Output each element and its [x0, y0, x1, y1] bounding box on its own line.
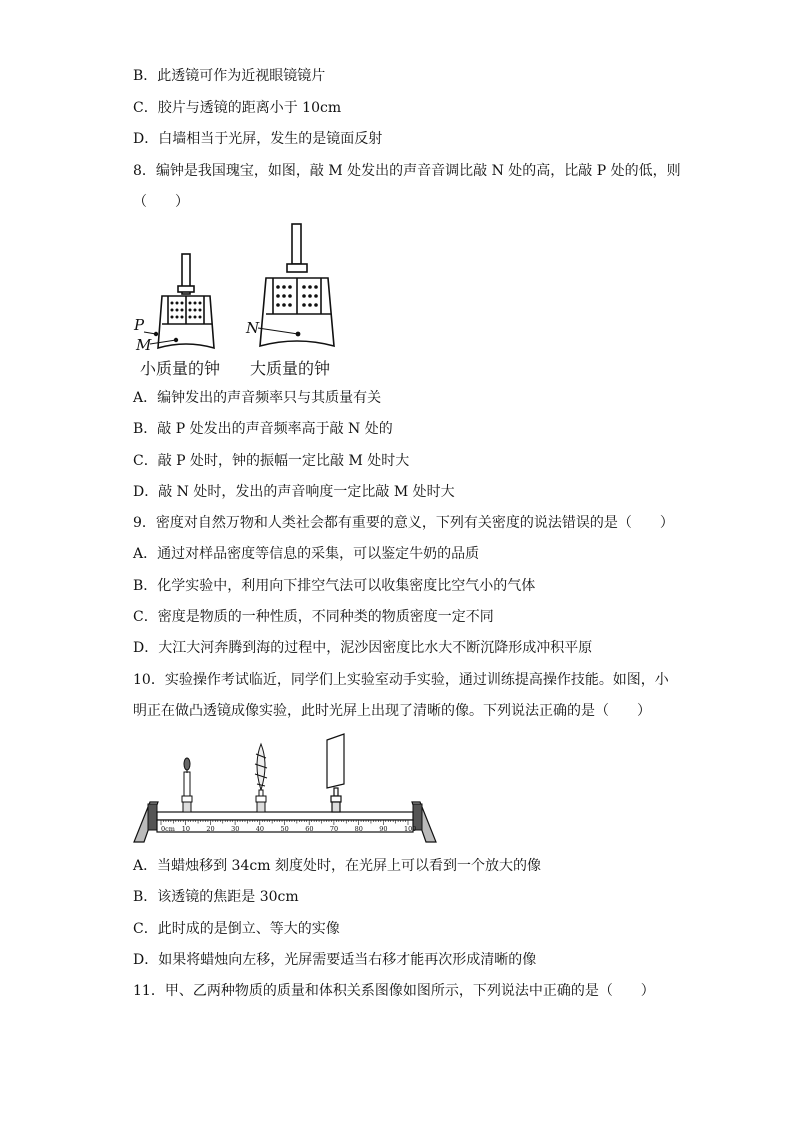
- q8-option-c: C．敲 P 处时，钟的振幅一定比敲 M 处时大: [133, 453, 410, 469]
- q8-option-d: D．敲 N 处时，发出的声音响度一定比敲 M 处时大: [133, 484, 455, 500]
- big-bell: [260, 224, 334, 346]
- ruler-tick-label: 80: [354, 825, 363, 833]
- q9-option-c: C．密度是物质的一种性质，不同种类的物质密度一定不同: [133, 609, 494, 625]
- ruler-tick-label: 50: [280, 825, 289, 833]
- q8-stem: 8．编钟是我国瑰宝，如图，敲 M 处发出的声音音调比敲 N 处的高，比敲 P 处的低，则: [133, 163, 681, 179]
- optical-bench-figure: [130, 730, 440, 848]
- ruler-tick-label: 60: [305, 825, 314, 833]
- q7-option-b: B．此透镜可作为近视眼镜镜片: [133, 68, 326, 84]
- bells-figure: [130, 222, 370, 382]
- q8-option-b: B．敲 P 处发出的声音频率高于敲 N 处的: [133, 421, 393, 437]
- small-bell: [158, 254, 214, 348]
- q10-stem-line2: 明正在做凸透镜成像实验，此时光屏上出现了清晰的像。下列说法正确的是（ ）: [133, 703, 651, 719]
- q10-stem-line1: 10．实验操作考试临近，同学们上实验室动手实验，通过训练提高操作技能。如图，小: [133, 672, 669, 688]
- q11-stem: 11．甲、乙两种物质的质量和体积关系图像如图所示，下列说法中正确的是（ ）: [133, 983, 655, 999]
- ruler-tick-label: 10: [181, 825, 190, 833]
- q10-option-a: A．当蜡烛移到 34cm 刻度处时，在光屏上可以看到一个放大的像: [133, 858, 541, 874]
- q7-option-d: D．白墙相当于光屏，发生的是镜面反射: [133, 131, 383, 147]
- q9-option-a: A．通过对样品密度等信息的采集，可以鉴定牛奶的品质: [133, 546, 480, 562]
- ruler-tick-label: 70: [329, 825, 339, 833]
- big-bell-caption: 大质量的钟: [250, 359, 331, 378]
- q9-stem: 9．密度对自然万物和人类社会都有重要的意义，下列有关密度的说法错误的是（ ）: [133, 515, 674, 531]
- ruler-tick-label: 90: [379, 825, 388, 833]
- ruler-tick-label: 40: [255, 825, 265, 833]
- q10-option-d: D．如果将蜡烛向左移，光屏需要适当右移才能再次形成清晰的像: [133, 952, 537, 968]
- q10-option-b: B．该透镜的焦距是 30cm: [133, 889, 299, 905]
- ruler-tick-label: 30: [231, 825, 240, 833]
- optical-bench-diagram: [130, 730, 440, 848]
- q10-option-c: C．此时成的是倒立、等大的实像: [133, 921, 340, 937]
- q9-option-b: B．化学实验中，利用向下排空气法可以收集密度比空气小的气体: [133, 578, 536, 594]
- q7-option-c: C．胶片与透镜的距离小于 10cm: [133, 100, 342, 116]
- q9-option-d: D．大江大河奔腾到海的过程中，泥沙因密度比水大不断沉降形成冲积平原: [133, 640, 593, 656]
- label-n: N: [246, 319, 260, 337]
- q8-option-a: A．编钟发出的声音频率只与其质量有关: [133, 390, 382, 406]
- ruler-tick-label: 100: [404, 825, 417, 833]
- candle: [182, 758, 192, 812]
- small-bell-caption: 小质量的钟: [140, 359, 221, 378]
- label-m: M: [136, 336, 152, 354]
- q8-answer-bracket: （ ）: [133, 194, 189, 210]
- label-p: P: [134, 316, 145, 334]
- convex-lens: [255, 744, 267, 812]
- ruler-tick-label: 20: [206, 825, 215, 833]
- light-screen: [327, 734, 344, 812]
- ruler-tick-label: 0cm: [161, 825, 175, 833]
